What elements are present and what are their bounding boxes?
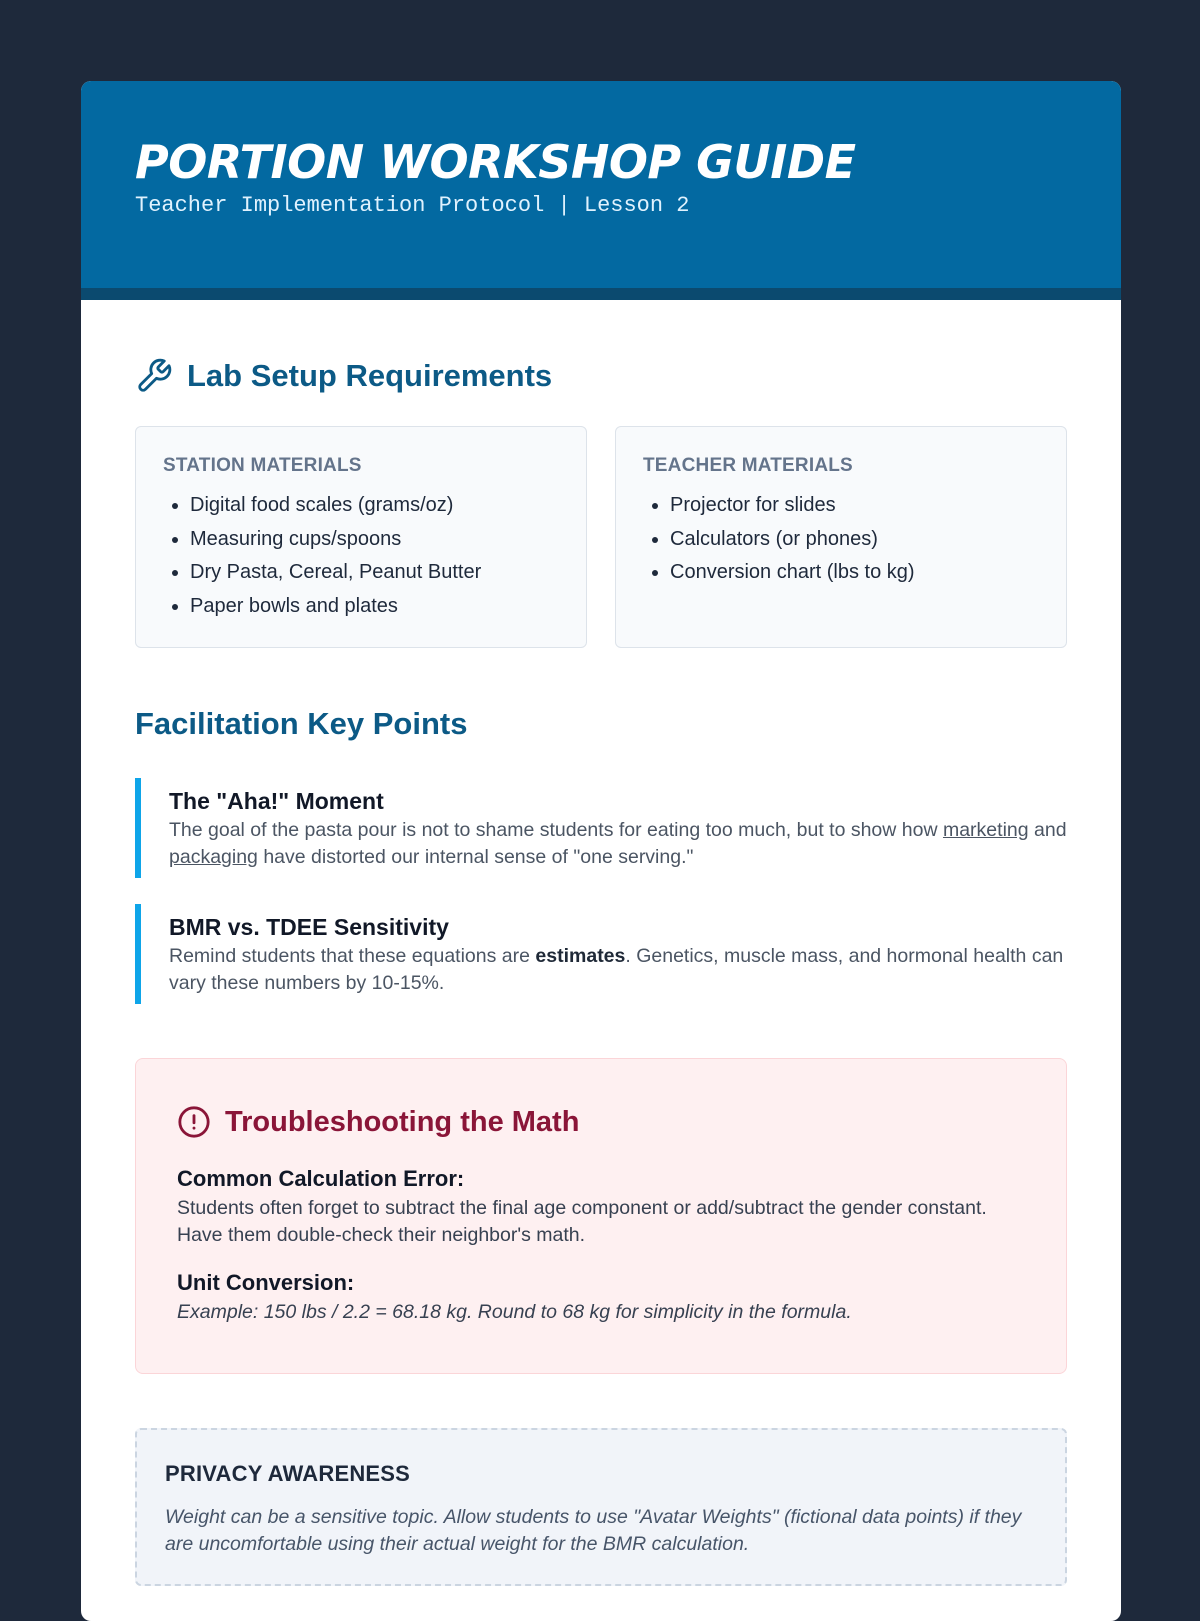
page-body (81, 356, 1121, 1586)
estimates-emphasis: estimates (535, 945, 626, 967)
teacher-materials-heading: TEACHER MATERIALS (643, 455, 853, 476)
materials-grid (135, 426, 1067, 648)
list-item: • Calculators (or phones) (670, 523, 1040, 557)
keypoint-text (169, 817, 1067, 870)
keypoint-text (169, 943, 1067, 996)
page-title: PORTION WORKSHOP GUIDE (135, 135, 856, 189)
station-materials-box (135, 426, 587, 648)
keypoint-text-part: . Genetics, muscle mass, and hormonal health can vary these numbers by 10-15%. (169, 945, 1064, 994)
troubleshooting-box (135, 1058, 1067, 1374)
keypoint-bmr-tdee (135, 904, 1067, 1004)
error-text: Students often forget to subtract the final age component or add/subtract the gender constant. Have them double-check their neighbor's math. (177, 1197, 987, 1246)
error-heading: Common Calculation Error: (177, 1166, 465, 1191)
unit-conversion-heading: Unit Conversion: (177, 1270, 355, 1295)
keypoint-text-part: The goal of the pasta pour is not to shame students for eating too much, but to show how (169, 819, 943, 841)
guide-card (81, 81, 1121, 1621)
teacher-materials-list (643, 489, 1040, 590)
teacher-materials-box (615, 426, 1067, 648)
troubleshooting-heading (177, 1105, 1026, 1139)
station-materials-list (163, 489, 560, 623)
wrench-icon (135, 357, 173, 395)
page-header (81, 81, 1121, 300)
facilitation-heading: Facilitation Key Points (135, 706, 468, 741)
list-item: • Paper bowls and plates (190, 590, 560, 624)
packaging-term: packaging (169, 845, 258, 868)
keypoint-text-part: and (1028, 819, 1067, 841)
privacy-heading: PRIVACY AWARENESS (165, 1461, 411, 1486)
page-subtitle: Teacher Implementation Protocol | Lesson 2 (135, 193, 690, 218)
station-materials-heading: STATION MATERIALS (163, 455, 362, 476)
keypoint-text-part: Remind students that these equations are (169, 945, 536, 967)
list-item: • Measuring cups/spoons (190, 523, 560, 557)
keypoint-heading: The "Aha!" Moment (169, 788, 384, 814)
list-item: • Dry Pasta, Cereal, Peanut Butter (190, 556, 560, 590)
alert-circle-icon (177, 1105, 211, 1139)
marketing-term: marketing (942, 819, 1029, 841)
lab-setup-heading (135, 356, 1067, 396)
troubleshooting-title: Troubleshooting the Math (225, 1105, 580, 1138)
keypoint-aha-moment (135, 778, 1067, 878)
list-item: • Projector for slides (670, 489, 1040, 523)
lab-setup-title: Lab Setup Requirements (187, 358, 553, 393)
privacy-box (135, 1428, 1067, 1586)
list-item: • Digital food scales (grams/oz) (190, 489, 560, 523)
keypoint-text-part: have distorted our internal sense of "one serving." (257, 845, 694, 868)
privacy-text: Weight can be a sensitive topic. Allow students to use "Avatar Weights" (fictional data points) if they are uncomfortable using their actual weight for the BMR calculation. (165, 1506, 1022, 1555)
unit-conversion-example: Example: 150 lbs / 2.2 = 68.18 kg. Round to 68 kg for simplicity in the formula. (177, 1301, 852, 1323)
keypoint-heading: BMR vs. TDEE Sensitivity (169, 914, 449, 940)
list-item: • Conversion chart (lbs to kg) (670, 556, 1040, 590)
